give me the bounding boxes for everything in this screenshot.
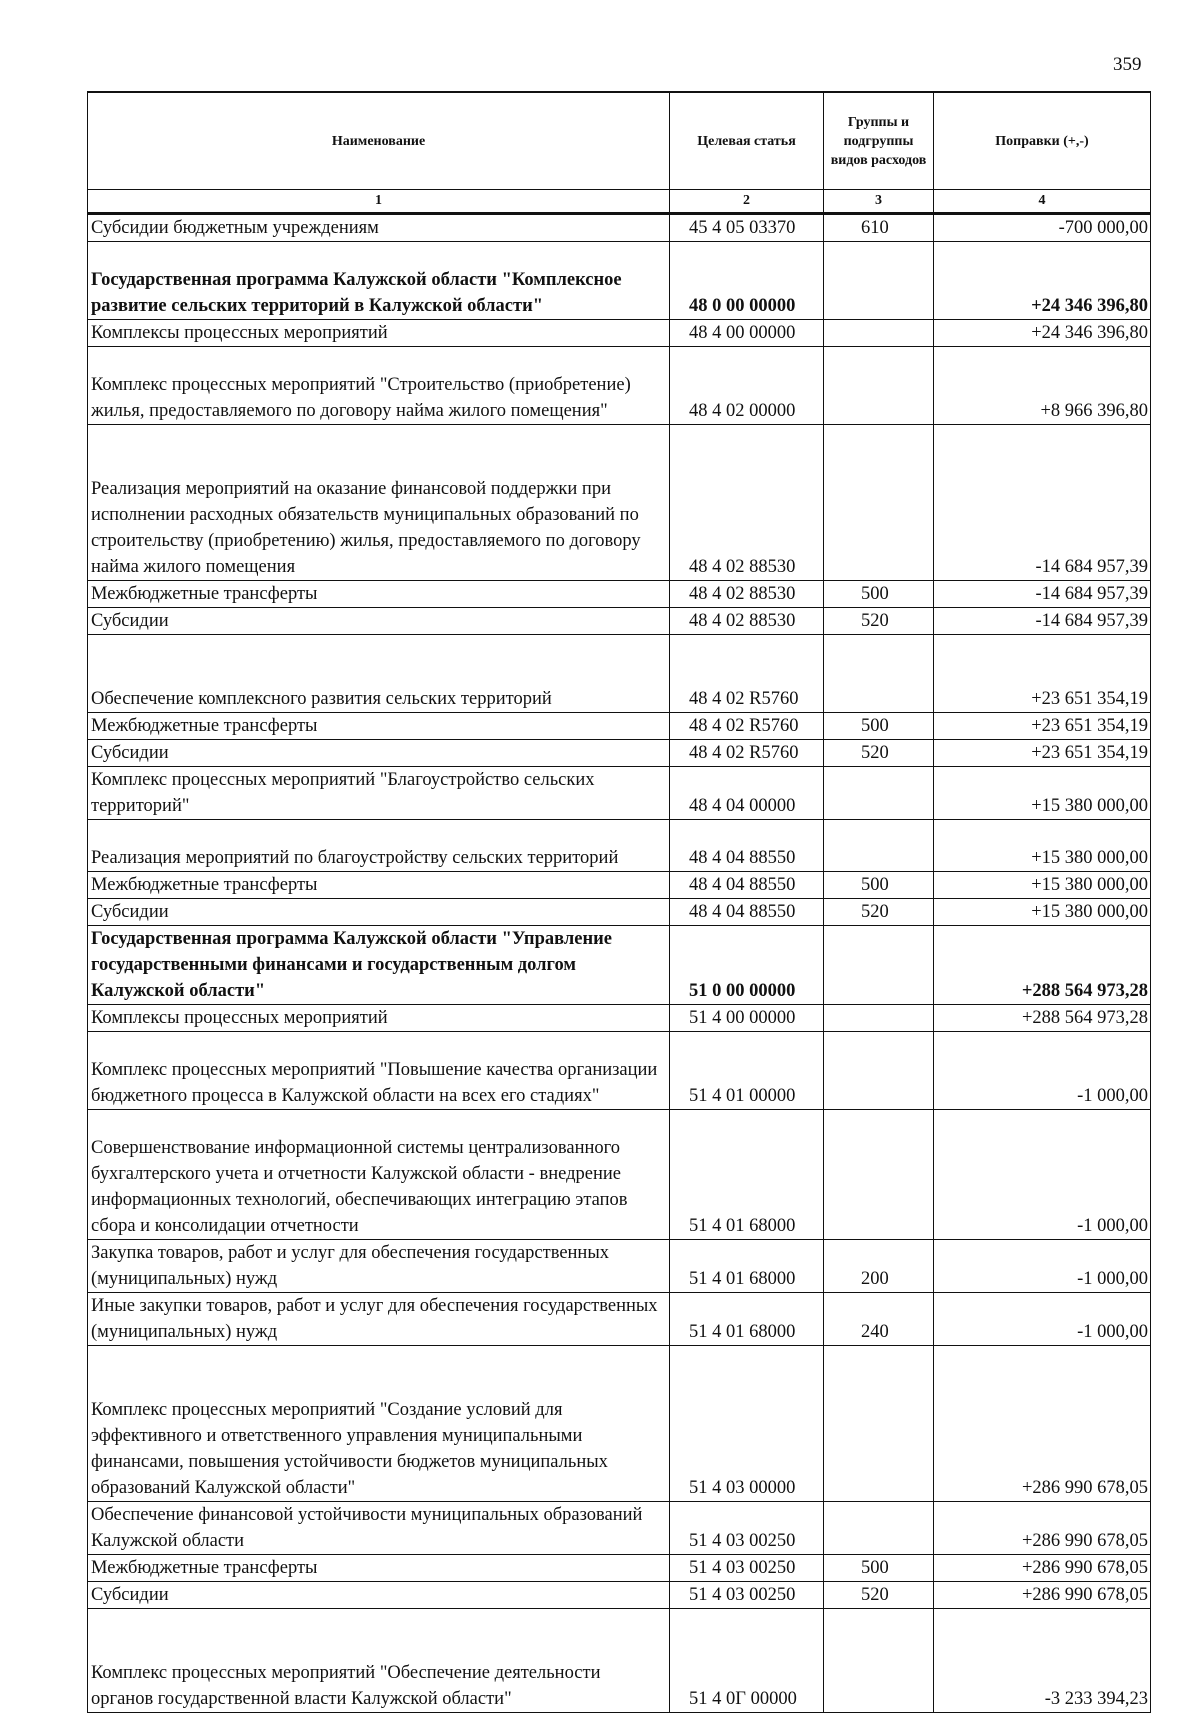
row-amendment-cell: -1 000,00 — [934, 1110, 1151, 1240]
table-column-numbers-row — [88, 190, 1151, 214]
row-amendment-cell: -1 000,00 — [934, 1032, 1151, 1110]
row-amendment-cell: +23 651 354,19 — [934, 740, 1151, 767]
table-row — [88, 899, 1151, 926]
table-header-row — [88, 92, 1151, 190]
row-target-article-cell: 51 4 03 00250 — [670, 1582, 824, 1609]
row-amendment-cell: -14 684 957,39 — [934, 425, 1151, 581]
row-name-cell: Иные закупки товаров, работ и услуг для обеспечения государственных (муниципальных) нужд — [88, 1293, 670, 1346]
row-expense-group-cell — [824, 926, 934, 1005]
row-target-article-cell: 48 4 02 R5760 — [670, 713, 824, 740]
row-name-cell: Совершенствование информационной системы централизованного бухгалтерского учета и отчетности Калужской области - внедрение информационных технологий, обеспечивающих интеграцию этапов сбора и консолидации отчетности — [88, 1110, 670, 1240]
header-amendments: Поправки (+,-) — [934, 92, 1151, 190]
row-target-article-cell: 51 4 01 68000 — [670, 1110, 824, 1240]
row-name-cell: Реализация мероприятий по благоустройству сельских территорий — [88, 820, 670, 872]
table-row — [88, 242, 1151, 320]
row-target-article-cell: 48 4 02 00000 — [670, 347, 824, 425]
row-amendment-cell: +15 380 000,00 — [934, 767, 1151, 820]
row-amendment-cell: +15 380 000,00 — [934, 820, 1151, 872]
table-row — [88, 713, 1151, 740]
row-expense-group-cell: 500 — [824, 581, 934, 608]
row-name-cell: Обеспечение комплексного развития сельских территорий — [88, 635, 670, 713]
table-row — [88, 1502, 1151, 1555]
row-amendment-cell: +24 346 396,80 — [934, 320, 1151, 347]
row-expense-group-cell — [824, 242, 934, 320]
row-target-article-cell: 51 4 0Г 00000 — [670, 1609, 824, 1713]
row-name-cell: Субсидии — [88, 740, 670, 767]
row-target-article-cell: 48 4 02 R5760 — [670, 635, 824, 713]
row-amendment-cell: +23 651 354,19 — [934, 713, 1151, 740]
row-expense-group-cell: 520 — [824, 899, 934, 926]
table-row — [88, 425, 1151, 581]
row-amendment-cell: +15 380 000,00 — [934, 872, 1151, 899]
row-amendment-cell: +24 346 396,80 — [934, 242, 1151, 320]
table-row — [88, 926, 1151, 1005]
row-target-article-cell: 51 4 01 00000 — [670, 1032, 824, 1110]
row-expense-group-cell: 520 — [824, 1582, 934, 1609]
row-name-cell: Комплексы процессных мероприятий — [88, 320, 670, 347]
row-expense-group-cell — [824, 425, 934, 581]
row-amendment-cell: -3 233 394,23 — [934, 1609, 1151, 1713]
row-expense-group-cell — [824, 1005, 934, 1032]
row-target-article-cell: 48 4 04 88550 — [670, 820, 824, 872]
row-amendment-cell: +23 651 354,19 — [934, 635, 1151, 713]
row-amendment-cell: +15 380 000,00 — [934, 899, 1151, 926]
table-row — [88, 214, 1151, 242]
row-amendment-cell: +288 564 973,28 — [934, 926, 1151, 1005]
row-expense-group-cell — [824, 1502, 934, 1555]
table-row — [88, 581, 1151, 608]
row-amendment-cell: -700 000,00 — [934, 214, 1151, 242]
table-row — [88, 347, 1151, 425]
table-row — [88, 1582, 1151, 1609]
header-name: Наименование — [88, 92, 670, 190]
row-expense-group-cell: 520 — [824, 608, 934, 635]
row-target-article-cell: 45 4 05 03370 — [670, 214, 824, 242]
row-amendment-cell: +288 564 973,28 — [934, 1005, 1151, 1032]
row-expense-group-cell: 500 — [824, 872, 934, 899]
row-expense-group-cell — [824, 320, 934, 347]
row-target-article-cell: 48 0 00 00000 — [670, 242, 824, 320]
row-expense-group-cell: 500 — [824, 713, 934, 740]
row-expense-group-cell — [824, 767, 934, 820]
row-name-cell: Обеспечение финансовой устойчивости муниципальных образований Калужской области — [88, 1502, 670, 1555]
row-amendment-cell: -14 684 957,39 — [934, 608, 1151, 635]
table-row — [88, 820, 1151, 872]
table-row — [88, 767, 1151, 820]
row-name-cell: Закупка товаров, работ и услуг для обеспечения государственных (муниципальных) нужд — [88, 1240, 670, 1293]
row-amendment-cell: -1 000,00 — [934, 1293, 1151, 1346]
row-name-cell: Межбюджетные трансферты — [88, 1555, 670, 1582]
column-number-2: 2 — [670, 190, 824, 214]
row-target-article-cell: 48 4 00 00000 — [670, 320, 824, 347]
row-amendment-cell: +286 990 678,05 — [934, 1502, 1151, 1555]
row-amendment-cell: +8 966 396,80 — [934, 347, 1151, 425]
row-target-article-cell: 51 4 01 68000 — [670, 1240, 824, 1293]
row-name-cell: Субсидии — [88, 899, 670, 926]
row-name-cell: Субсидии — [88, 1582, 670, 1609]
row-target-article-cell: 48 4 04 88550 — [670, 899, 824, 926]
header-target-article: Целевая статья — [670, 92, 824, 190]
table-row — [88, 608, 1151, 635]
row-target-article-cell: 48 4 02 88530 — [670, 608, 824, 635]
header-expense-groups: Группы и подгруппы видов расходов — [824, 92, 934, 190]
table-row — [88, 1293, 1151, 1346]
row-amendment-cell: -1 000,00 — [934, 1240, 1151, 1293]
row-target-article-cell: 51 4 03 00000 — [670, 1346, 824, 1502]
row-name-cell: Комплекс процессных мероприятий "Строительство (приобретение) жилья, предоставляемого по договору найма жилого помещения" — [88, 347, 670, 425]
table-row — [88, 635, 1151, 713]
row-amendment-cell: -14 684 957,39 — [934, 581, 1151, 608]
row-expense-group-cell — [824, 347, 934, 425]
table-row — [88, 740, 1151, 767]
table-row — [88, 1555, 1151, 1582]
page-number: 359 — [1113, 54, 1142, 75]
row-expense-group-cell: 200 — [824, 1240, 934, 1293]
column-number-3: 3 — [824, 190, 934, 214]
row-expense-group-cell: 240 — [824, 1293, 934, 1346]
row-name-cell: Субсидии бюджетным учреждениям — [88, 214, 670, 242]
column-number-1: 1 — [88, 190, 670, 214]
row-name-cell: Комплексы процессных мероприятий — [88, 1005, 670, 1032]
row-target-article-cell: 51 0 00 00000 — [670, 926, 824, 1005]
row-name-cell: Реализация мероприятий на оказание финансовой поддержки при исполнении расходных обязательств муниципальных образований по строительству (приобретению) жилья, предоставляемого по договору найма жилого помещения — [88, 425, 670, 581]
table-body — [88, 214, 1151, 1713]
table-row — [88, 1346, 1151, 1502]
row-name-cell: Субсидии — [88, 608, 670, 635]
table-row — [88, 1110, 1151, 1240]
row-expense-group-cell: 610 — [824, 214, 934, 242]
row-expense-group-cell — [824, 635, 934, 713]
budget-amendments-table — [87, 91, 1151, 1713]
row-amendment-cell: +286 990 678,05 — [934, 1555, 1151, 1582]
row-name-cell: Комплекс процессных мероприятий "Повышение качества организации бюджетного процесса в Калужской области на всех его стадиях" — [88, 1032, 670, 1110]
row-name-cell: Комплекс процессных мероприятий "Обеспечение деятельности органов государственной власти Калужской области" — [88, 1609, 670, 1713]
row-name-cell: Государственная программа Калужской области "Управление государственными финансами и государственным долгом Калужской области" — [88, 926, 670, 1005]
row-name-cell: Межбюджетные трансферты — [88, 581, 670, 608]
row-expense-group-cell — [824, 1110, 934, 1240]
row-target-article-cell: 51 4 03 00250 — [670, 1555, 824, 1582]
row-name-cell: Государственная программа Калужской области "Комплексное развитие сельских территорий в Калужской области" — [88, 242, 670, 320]
row-target-article-cell: 48 4 04 88550 — [670, 872, 824, 899]
row-amendment-cell: +286 990 678,05 — [934, 1346, 1151, 1502]
row-expense-group-cell — [824, 1346, 934, 1502]
row-target-article-cell: 51 4 00 00000 — [670, 1005, 824, 1032]
table-row — [88, 1005, 1151, 1032]
row-target-article-cell: 51 4 03 00250 — [670, 1502, 824, 1555]
row-expense-group-cell — [824, 820, 934, 872]
row-name-cell: Межбюджетные трансферты — [88, 872, 670, 899]
row-expense-group-cell: 500 — [824, 1555, 934, 1582]
table-row — [88, 1240, 1151, 1293]
row-name-cell: Межбюджетные трансферты — [88, 713, 670, 740]
row-target-article-cell: 48 4 02 R5760 — [670, 740, 824, 767]
table-row — [88, 320, 1151, 347]
column-number-4: 4 — [934, 190, 1151, 214]
row-name-cell: Комплекс процессных мероприятий "Благоустройство сельских территорий" — [88, 767, 670, 820]
row-expense-group-cell: 520 — [824, 740, 934, 767]
table-row — [88, 1032, 1151, 1110]
row-target-article-cell: 51 4 01 68000 — [670, 1293, 824, 1346]
row-name-cell: Комплекс процессных мероприятий "Создание условий для эффективного и ответственного управления муниципальными финансами, повышения устойчивости бюджетов муниципальных образований Калужской области" — [88, 1346, 670, 1502]
row-target-article-cell: 48 4 02 88530 — [670, 581, 824, 608]
row-target-article-cell: 48 4 04 00000 — [670, 767, 824, 820]
row-target-article-cell: 48 4 02 88530 — [670, 425, 824, 581]
row-amendment-cell: +286 990 678,05 — [934, 1582, 1151, 1609]
table-row — [88, 872, 1151, 899]
row-expense-group-cell — [824, 1032, 934, 1110]
